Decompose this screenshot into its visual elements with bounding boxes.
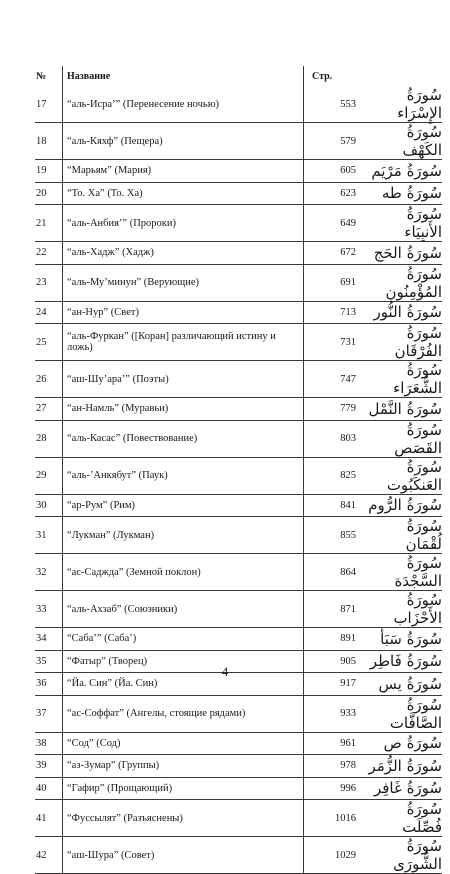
- surah-arabic: سُورَةُ طه: [366, 182, 442, 205]
- row-number: 37: [35, 695, 63, 732]
- table-row: [35, 732, 442, 755]
- row-number: 25: [35, 324, 63, 361]
- page-ref: 864: [304, 554, 367, 591]
- row-number: 26: [35, 361, 63, 398]
- surah-name: “ан-Нур” (Свет): [63, 301, 304, 324]
- surah-name: “Сод” (Сод): [63, 732, 304, 755]
- surah-name: “ар-Рум” (Рим): [63, 494, 304, 517]
- surah-name: “аль-Кяхф” (Пещера): [63, 123, 304, 160]
- surah-arabic: سُورَةُ فَاطِر: [366, 650, 442, 673]
- surah-arabic: سُورَةُ الشُّعَرَاء: [366, 361, 442, 398]
- page-ref: 649: [304, 205, 367, 242]
- row-number: 29: [35, 457, 63, 494]
- row-number: 28: [35, 420, 63, 457]
- table-row: [35, 777, 442, 800]
- surah-name: “ан-Намль” (Муравьи): [63, 398, 304, 421]
- contents-body: [35, 86, 442, 874]
- surah-arabic: سُورَةُ المُؤْمِنُون: [366, 264, 442, 301]
- row-number: 17: [35, 86, 63, 123]
- page-ref: 917: [304, 673, 367, 696]
- surah-name: “аль-Касас” (Повествование): [63, 420, 304, 457]
- surah-name: “Фатыр” (Творец): [63, 650, 304, 673]
- page-ref: 1029: [304, 837, 367, 874]
- row-number: 38: [35, 732, 63, 755]
- surah-arabic: سُورَةُ مَرْيَم: [366, 160, 442, 183]
- table-row: [35, 517, 442, 554]
- surah-name: “То. Ха” (То. Ха): [63, 182, 304, 205]
- surah-arabic: سُورَةُ الأَنبِيَاء: [366, 205, 442, 242]
- table-row: [35, 182, 442, 205]
- table-row: [35, 242, 442, 265]
- row-number: 27: [35, 398, 63, 421]
- page-ref: 871: [304, 591, 367, 628]
- page-ref: 713: [304, 301, 367, 324]
- surah-name: “аль-’Анкябут” (Паук): [63, 457, 304, 494]
- table-row: [35, 160, 442, 183]
- table-row: [35, 800, 442, 837]
- table-row: [35, 755, 442, 778]
- surah-arabic: سُورَةُ الفُرْقَان: [366, 324, 442, 361]
- page-ref: 905: [304, 650, 367, 673]
- page-ref: 691: [304, 264, 367, 301]
- surah-name: “Фуссылят” (Разъяснены): [63, 800, 304, 837]
- table-row: [35, 695, 442, 732]
- table-row: [35, 123, 442, 160]
- page-ref: 978: [304, 755, 367, 778]
- surah-arabic: سُورَةُ السَّجْدَة: [366, 554, 442, 591]
- table-row: [35, 398, 442, 421]
- surah-arabic: سُورَةُ الصَّافَّات: [366, 695, 442, 732]
- row-number: 34: [35, 628, 63, 651]
- header-arabic: [366, 66, 442, 86]
- row-number: 31: [35, 517, 63, 554]
- row-number: 21: [35, 205, 63, 242]
- table-row: [35, 420, 442, 457]
- surah-name: “Марьям” (Мария): [63, 160, 304, 183]
- table-row: [35, 264, 442, 301]
- header-page: Стр.: [304, 66, 367, 86]
- page-ref: 579: [304, 123, 367, 160]
- page-ref: 747: [304, 361, 367, 398]
- surah-name: “аль-Исра’” (Перенесение ночью): [63, 86, 304, 123]
- page-ref: 996: [304, 777, 367, 800]
- page-ref: 841: [304, 494, 367, 517]
- page-ref: 731: [304, 324, 367, 361]
- page-ref: 803: [304, 420, 367, 457]
- page-ref: 553: [304, 86, 367, 123]
- table-row: [35, 591, 442, 628]
- page-ref: 605: [304, 160, 367, 183]
- table-row: [35, 494, 442, 517]
- surah-arabic: سُورَةُ الإِسْرَاء: [366, 86, 442, 123]
- surah-name: “Саба’” (Саба’): [63, 628, 304, 651]
- surah-arabic: سُورَةُ لُقْمَان: [366, 517, 442, 554]
- row-number: 42: [35, 837, 63, 874]
- surah-name: “аш-Шура” (Совет): [63, 837, 304, 874]
- surah-arabic: سُورَةُ الكَهْف: [366, 123, 442, 160]
- surah-name: “аль-Анбия’” (Пророки): [63, 205, 304, 242]
- surah-name: “аз-Зумар” (Группы): [63, 755, 304, 778]
- row-number: 32: [35, 554, 63, 591]
- surah-arabic: سُورَةُ الأَحْزَاب: [366, 591, 442, 628]
- surah-arabic: سُورَةُ الرُّوم: [366, 494, 442, 517]
- row-number: 35: [35, 650, 63, 673]
- surah-name: “аль-Хадж” (Хадж): [63, 242, 304, 265]
- surah-name: “аль-Ахзаб” (Союзники): [63, 591, 304, 628]
- surah-arabic: سُورَةُ الحَج: [366, 242, 442, 265]
- page-ref: 933: [304, 695, 367, 732]
- row-number: 39: [35, 755, 63, 778]
- row-number: 23: [35, 264, 63, 301]
- page-ref: 672: [304, 242, 367, 265]
- table-row: [35, 837, 442, 874]
- surah-name: “Гафир” (Прощающий): [63, 777, 304, 800]
- row-number: 33: [35, 591, 63, 628]
- header-number: №: [35, 66, 63, 86]
- row-number: 41: [35, 800, 63, 837]
- surah-arabic: سُورَةُ الشُّورَى: [366, 837, 442, 874]
- row-number: 36: [35, 673, 63, 696]
- row-number: 20: [35, 182, 63, 205]
- page-ref: 855: [304, 517, 367, 554]
- row-number: 19: [35, 160, 63, 183]
- row-number: 24: [35, 301, 63, 324]
- row-number: 18: [35, 123, 63, 160]
- surah-arabic: سُورَةُ العَنكَبُوت: [366, 457, 442, 494]
- surah-name: “Йа. Син” (Йа. Син): [63, 673, 304, 696]
- surah-arabic: سُورَةُ الزُّمَر: [366, 755, 442, 778]
- surah-name: “аш-Шу’ара’” (Поэты): [63, 361, 304, 398]
- page-ref: 1016: [304, 800, 367, 837]
- page-ref: 961: [304, 732, 367, 755]
- row-number: 22: [35, 242, 63, 265]
- row-number: 30: [35, 494, 63, 517]
- table-header-row: [35, 66, 442, 86]
- surah-arabic: سُورَةُ القَصَص: [366, 420, 442, 457]
- row-number: 40: [35, 777, 63, 800]
- surah-arabic: سُورَةُ ص: [366, 732, 442, 755]
- table-row: [35, 205, 442, 242]
- surah-name: “аль-Му’минун” (Верующие): [63, 264, 304, 301]
- surah-name: “ас-Соффат” (Ангелы, стоящие рядами): [63, 695, 304, 732]
- table-row: [35, 457, 442, 494]
- surah-arabic: سُورَةُ غَافِر: [366, 777, 442, 800]
- page-ref: 623: [304, 182, 367, 205]
- table-row: [35, 361, 442, 398]
- page-ref: 891: [304, 628, 367, 651]
- table-row: [35, 324, 442, 361]
- surah-arabic: سُورَةُ النُّور: [366, 301, 442, 324]
- page-ref: 779: [304, 398, 367, 421]
- surah-arabic: سُورَةُ يس: [366, 673, 442, 696]
- page-ref: 825: [304, 457, 367, 494]
- table-row: [35, 86, 442, 123]
- surah-arabic: سُورَةُ سَبَأ: [366, 628, 442, 651]
- surah-name: “Лукман” (Лукман): [63, 517, 304, 554]
- page-number: 4: [221, 664, 229, 679]
- surah-name: “аль-Фуркан” ([Коран] различающий истину и ложь): [63, 324, 304, 361]
- table-row: [35, 301, 442, 324]
- table-row: [35, 554, 442, 591]
- surah-arabic: سُورَةُ النَّمْل: [366, 398, 442, 421]
- contents-table: [35, 66, 442, 874]
- surah-arabic: سُورَةُ فُصِّلَت: [366, 800, 442, 837]
- header-name: Название: [67, 70, 111, 82]
- surah-name: “ас-Саджда” (Земной поклон): [63, 554, 304, 591]
- table-row: [35, 628, 442, 651]
